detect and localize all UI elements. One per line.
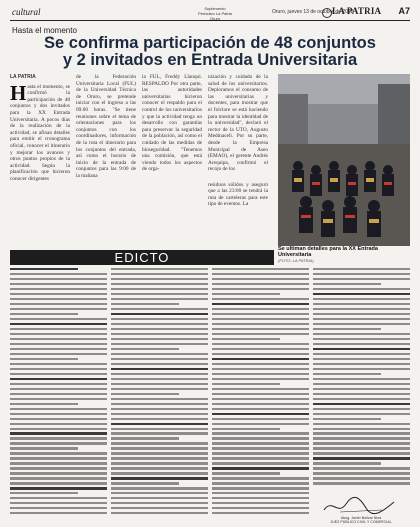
edicto-text-line [212,338,280,340]
edicto-text-line [313,343,410,345]
column-3-text: la FUL, Freddy Llanqui. RESPALDO Por otra parte, las autoridades universitarias hicieron conocer el respaldo para el control de los universitarios y que la actividad tenga un desarrollo con garantías para preservar la seguridad de la población, así como el cuidado de las medidas de bioseguridad. "Tenemos una comisión, que está viendo todos los aspectos de orga- [142,74,202,173]
edicto-text-line [212,368,309,370]
edicto-text-line [212,467,309,469]
edicto-text-line [313,278,410,280]
article-kicker: Hasta el momento [12,26,77,35]
edicto-text-line [212,333,309,335]
edicto-text-line [313,423,410,425]
edicto-text-line [111,303,179,305]
edicto-text-line [10,393,107,395]
edicto-text-line [313,363,410,365]
edicto-text-line [10,492,78,494]
edicto-text-line [10,512,107,514]
edicto-text-line [111,457,208,459]
edicto-text-line [10,378,107,380]
edicto-text-line [10,447,78,449]
edicto-text-line [10,428,107,430]
edicto-text-line [111,268,208,270]
column-1-text: asta el momento, se confirmó la participación de 48 conjuntos y dos invitados para la XX Entrada Universitaria. A pocos días de la realización de la actividad, se afinan detalles para emitir el cronograma oficial, conocer el itinerario y mejorar los avances y otros puntos propios de la actividad. Según la planificación que hicieron conocer dirigentes [10,83,70,182]
edicto-text-line [313,368,410,370]
edicto-text-line [10,368,107,370]
edicto-text-line [10,273,107,275]
article-column-4 [208,74,268,173]
signer-name: Abog. Javier Bolivar Nina [340,516,382,520]
edicto-text-line [111,273,208,275]
edicto-text-line [10,462,107,464]
edicto-text-line [10,482,107,484]
edicto-text-line [10,308,107,310]
signer-role: JUEZ PÚBLICO CIVIL Y COMERCIAL [330,520,392,524]
edicto-text-line [111,447,208,449]
edicto-text-line [313,303,410,305]
edicto-text-line [10,408,107,410]
edicto-text-line [111,298,208,300]
caption-credit: (FOTO: LA PATRIA) [278,258,314,263]
edicto-text-line [313,328,381,330]
edicto-text-line [10,403,78,405]
edicto-text-line [111,467,208,469]
edicto-text-line [313,373,381,375]
signature-icon [320,494,400,518]
edicto-text-line [111,338,208,340]
edicto-text-line [212,408,309,410]
edicto-column-1 [10,268,107,520]
edicto-text-line [212,452,309,454]
edicto-text-line [10,373,107,375]
edicto-text-line [313,418,381,420]
edicto-text-line [111,398,208,400]
edicto-text-line [313,462,381,464]
edicto-text-line [313,283,381,285]
edicto-text-line [111,507,208,509]
edicto-text-line [313,378,410,380]
edicto-text-line [111,487,208,489]
edicto-text-line [212,403,309,405]
edicto-text-line [10,338,107,340]
newspaper-brand: LA PATRIA [332,6,382,16]
edicto-text-line [111,348,179,350]
edicto-text-line [313,403,410,405]
edicto-text-line [313,442,410,444]
edicto-text-line [10,398,107,400]
edicto-text-line [212,472,280,474]
edicto-text-line [10,413,107,415]
edicto-text-line [212,428,280,430]
edicto-text-line [212,477,309,479]
edicto-text-line [10,383,107,385]
edicto-text-line [10,298,107,300]
edicto-text-line [111,378,208,380]
edicto-text-line [10,363,107,365]
edicto-text-line [212,437,309,439]
edicto-text-line [10,487,107,489]
edicto-text-line [313,472,410,474]
edicto-text-line [313,323,410,325]
edicto-text-line [111,442,208,444]
article-column-2 [76,74,136,180]
edicto-text-line [212,388,309,390]
edicto-text-line [212,487,309,489]
edicto-text-line [111,432,208,434]
edicto-text-line [111,437,179,439]
edicto-text-line [313,358,410,360]
edicto-text-line [313,313,410,315]
edicto-text-line [111,497,208,499]
page-header [10,6,410,21]
edicto-text-line [212,358,309,360]
article-column-1 [10,74,70,183]
edicto-text-line [111,408,208,410]
supplement-tag [195,6,235,21]
edicto-text-line [313,388,410,390]
edicto-text-line [10,283,107,285]
edicto-text-line [313,398,410,400]
signature-block [318,516,404,524]
edicto-text-line [313,333,410,335]
edicto-text-line [10,353,107,355]
edicto-text-line [212,328,309,330]
edicto-text-line [111,313,208,315]
edicto-text-line [313,293,410,295]
edicto-title: EDICTO [10,250,274,265]
edicto-text-line [111,492,208,494]
edicto-text-line [10,313,78,315]
edicto-text-line [212,482,309,484]
edicto-text-line [212,492,309,494]
edicto-text-line [212,308,309,310]
edicto-text-line [10,432,107,434]
edicto-text-line [10,497,107,499]
edicto-text-line [313,353,410,355]
edicto-text-line [212,398,309,400]
edicto-text-line [10,268,78,270]
edicto-text-line [212,423,309,425]
newspaper-page [10,6,410,524]
edicto-text-line [111,428,208,430]
edicto-text-line [111,373,208,375]
edicto-text-line [212,393,309,395]
edicto-text-line [212,283,309,285]
edicto-text-line [313,348,410,350]
edicto-text-line [111,358,208,360]
edicto-text-line [10,467,107,469]
edicto-text-line [212,303,309,305]
edicto-text-line [212,278,309,280]
article-byline: LA PATRIA [10,74,36,80]
edicto-text-line [10,358,78,360]
edicto-text-line [212,273,309,275]
edicto-text-line [10,343,107,345]
edicto-text-line [212,413,309,415]
edicto-text-line [212,373,309,375]
edicto-text-line [10,328,107,330]
edicto-column-2 [111,268,208,520]
caption-title: Se ultiman detalles para la XX Entrada Universitaria [278,246,378,258]
edicto-text-line [313,428,410,430]
edicto-text-line [313,413,410,415]
edicto-text-line [212,323,309,325]
edicto-text-line [111,323,208,325]
edicto-text-line [313,338,410,340]
edicto-text-line [10,437,107,439]
edicto-text-line [10,278,107,280]
edicto-text-line [212,293,280,295]
edicto-text-line [313,318,410,320]
edicto-text-line [313,273,410,275]
edicto-text-line [111,278,208,280]
edicto-text-line [10,388,107,390]
column-5-text: residuos sólidos y aseguró que a las 23:00 se tendrá la ruta de carteleras para este tipo de eventos. La [208,182,268,208]
edicto-text-line [111,393,179,395]
edicto-text-line [111,368,208,370]
article-column-5 [208,182,268,208]
edicto-text-line [212,298,309,300]
edicto-text-line [313,393,410,395]
headline-line-1: Se confirma participación de 48 conjuntos [44,34,376,52]
publication-label: Periódico La Patria Oruro [198,11,232,21]
edicto-text-line [111,462,208,464]
publication-date: Oruro, jueves 13 de octubre de 2022 [272,9,354,15]
edicto-text-line [111,383,208,385]
headline-line-2: y 2 invitados en Entrada Universitaria [62,51,358,69]
edicto-text-line [111,333,208,335]
edicto-text-line [10,323,107,325]
edicto-text-line [111,418,208,420]
edicto-text-line [212,462,309,464]
edicto-text-line [10,318,107,320]
edicto-text-line [313,288,410,290]
edicto-text-line [313,467,410,469]
article-column-3 [142,74,202,173]
edicto-text-line [111,423,208,425]
edicto-text-line [313,383,410,385]
edicto-text-line [10,293,107,295]
edicto-text-line [111,472,208,474]
edicto-text-line [313,408,410,410]
column-4-text: nización y cuidado de la salud de los universitarios. Deploramos el consumo de las universitarias y docentes, para mostrar que el folclore se está haciendo para mostrar la identidad de la universidad", declaró el rector de la UTO, Augusto Medinaceli. Por su parte, desde la Empresa Municipal de Aseo (EMAO), el gerente Andrés Arequipa, confirmó el recojo de los [208,74,268,173]
edicto-text-line [313,457,410,459]
edicto-text-line [212,343,309,345]
edicto-text-line [111,477,208,479]
edicto-text-line [111,502,208,504]
supplement-label: Suplemento [204,6,226,11]
edicto-text-line [313,482,410,484]
edicto-text-line [212,363,309,365]
edicto-text-line [212,507,309,509]
edicto-text-line [313,437,410,439]
edicto-column-3 [212,268,309,520]
edicto-column-4 [313,268,410,520]
edicto-text-line [212,288,309,290]
edicto-text-line [212,418,309,420]
edicto-text-line [212,457,309,459]
edicto-text-line [313,432,410,434]
edicto-text-line [10,423,107,425]
edicto-text-line [10,457,107,459]
edicto-text-line [111,403,208,405]
edicto-text-line [111,343,208,345]
edicto-text-line [212,348,309,350]
edicto-text-line [313,268,410,270]
drop-cap: H [10,80,27,105]
edicto-text-line [111,318,208,320]
edicto-text-line [111,388,208,390]
edicto-text-line [212,442,309,444]
edicto-text-line [111,512,208,514]
edicto-text-line [10,502,107,504]
column-2-text: de la Federación Universitaria Local (FUL) de la Universidad Técnica de Oruro, se pretende iniciar con el ingreso a las 09:00 horas. "Se tiene reuniones sobre el tema de orientaciones para los conjuntos con los coordinadores, información de la ruta el itinerario para los conjuntos del entrada, así como el horario de inicio de la entrada de conjuntos para las 9:00 de la mañana [76,74,136,179]
edicto-text-line [111,353,208,355]
edicto-text-line [212,378,309,380]
edicto-text-line [313,477,410,479]
edicto-text-line [10,442,107,444]
edicto-text-line [212,383,280,385]
edicto-text-line [212,512,309,514]
edicto-body [10,268,410,520]
edicto-text-line [10,472,107,474]
logo-icon [322,8,332,18]
edicto-text-line [111,293,208,295]
edicto-text-line [313,447,410,449]
edicto-text-line [212,313,309,315]
edicto-text-line [313,308,410,310]
edicto-text-line [10,418,107,420]
edicto-text-line [111,283,208,285]
article-body [10,74,274,182]
edicto-text-line [111,363,208,365]
edicto-text-line [111,288,208,290]
edicto-text-line [10,333,107,335]
photo-caption [278,246,410,264]
article-headline [10,35,410,69]
edicto-text-line [313,298,410,300]
edicto-text-line [10,348,107,350]
edicto-text-line [10,452,107,454]
edicto-text-line [111,452,208,454]
edicto-text-line [212,497,309,499]
edicto-text-line [10,303,107,305]
edicto-text-line [212,432,309,434]
edicto-text-line [111,413,208,415]
edicto-text-line [212,318,309,320]
edicto-text-line [10,507,107,509]
edicto-text-line [313,452,410,454]
page-number: A7 [398,6,410,16]
section-label: cultural [12,7,41,17]
parade-photo [278,74,410,246]
edicto-text-line [212,353,309,355]
edicto-text-line [212,268,309,270]
edicto-text-line [10,477,107,479]
edicto-text-line [111,308,208,310]
edicto-text-line [111,328,208,330]
edicto-text-line [212,502,309,504]
edicto-text-line [212,447,309,449]
edicto-text-line [10,288,107,290]
edicto-text-line [111,482,179,484]
